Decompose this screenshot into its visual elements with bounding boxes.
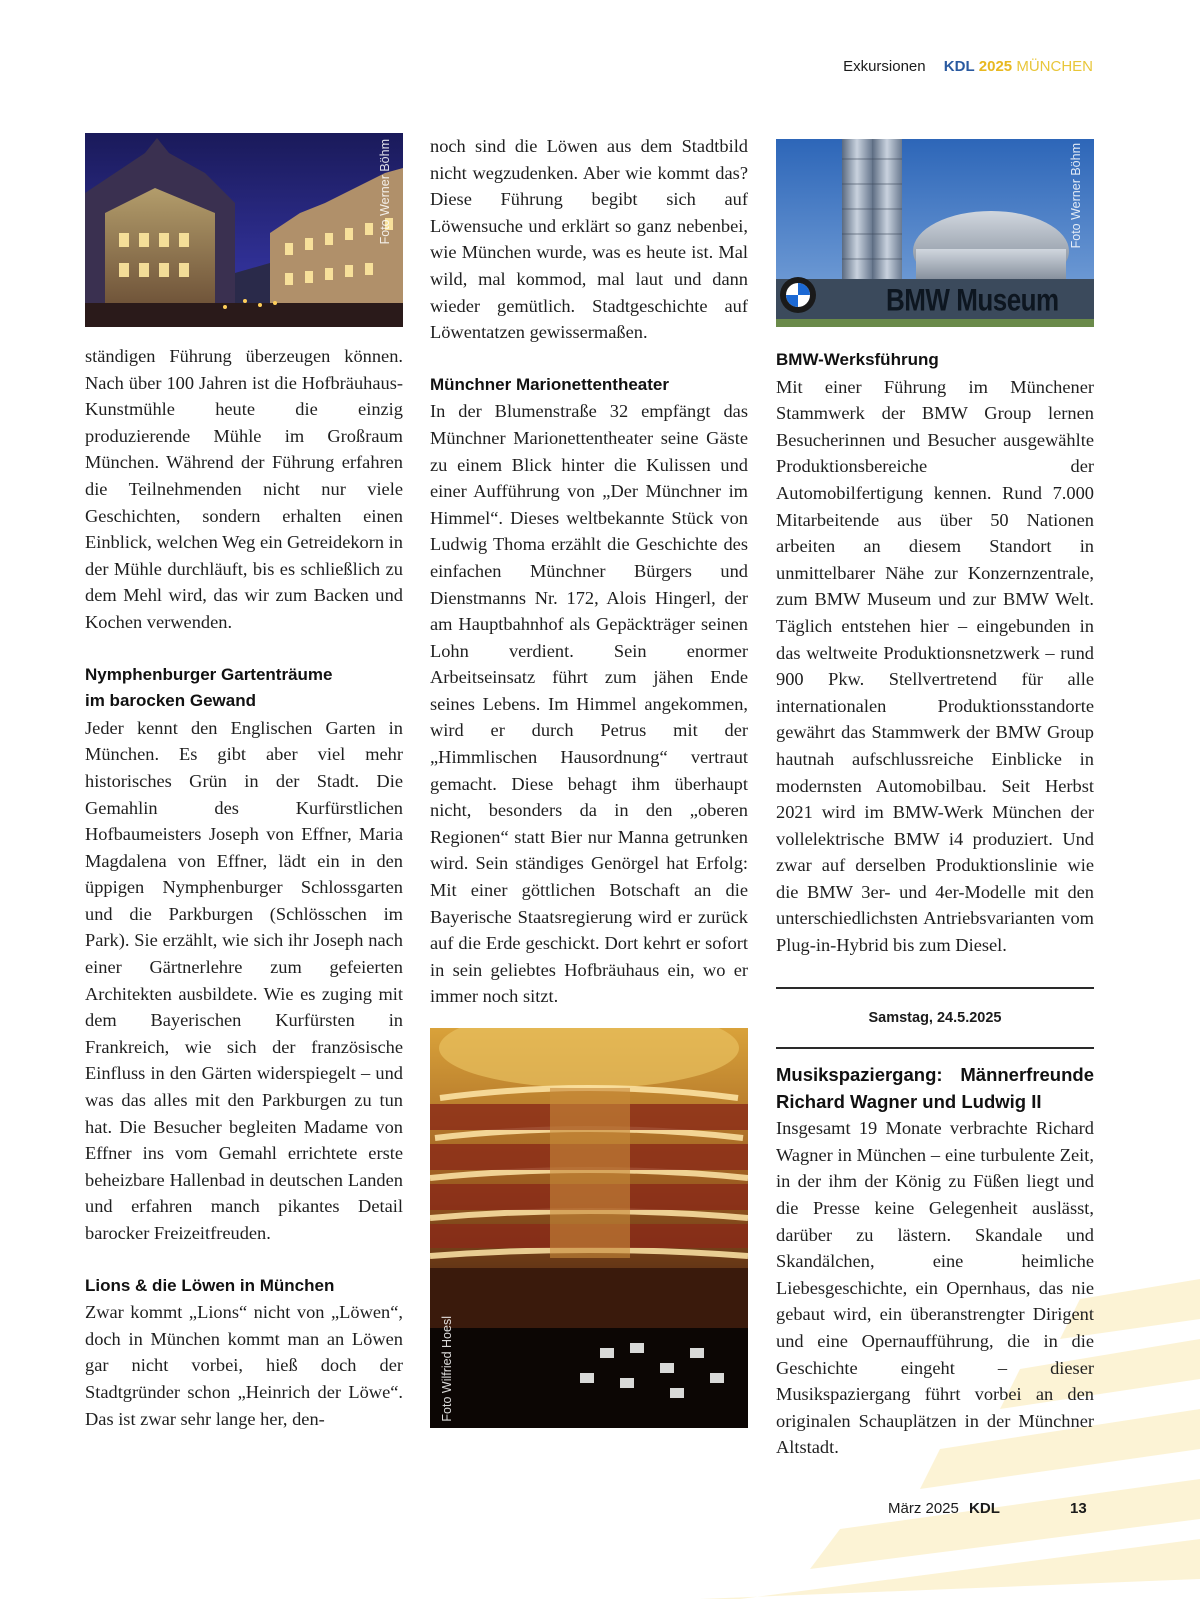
column-3 (776, 133, 1094, 1461)
paragraph: Jeder kennt den Englischen Garten in München. Es gibt aber viel mehr historisches Grün in der Stadt. Die Gemahlin des Kurfürstlichen Hofbaumeisters Joseph von Effner, Maria Magdalena von Effner, lädt ein in den üppigen Nymphenburger Schlossgarten und die Parkburgen (Schlösschen im Park). Sie erzählt, wie sich ihr Joseph nach einer Gärtnerlehre zum gefeierten Architekten ausbildete. Wie es zuging mit dem Bayerischen Kurfürsten in Frankreich, wie sich der französische Einfluss in den Gärten widerspiegelt – und was das alles mit den Parkburgen zu tun hat. Die Besucher begleiten Madame von Effner ins vom Gemahl errichtete erste beheizbare Hallenbad in deutschen Landen und erfahren manch pikantes Detail barocker Freizeitfreuden. (85, 717, 403, 1243)
section-heading: BMW-Werksführung (776, 350, 939, 369)
heading-line: Nymphenburger Gartenträume (85, 664, 333, 684)
opera-interior-illustration (430, 1028, 748, 1428)
column-2 (430, 133, 748, 1428)
paragraph: Mit einer Führung im Münchener Stammwerk der BMW Group lernen Besucherinnen und Besucher ausgewählte Produktionsbereiche der Automobilfertigung kennen. Rund 7.000 Mitarbeitende aus über 50 Nationen arbeiten an diesem Standort in unmittelbarer Nähe zur Konzernzentrale, zum BMW Museum und zur BMW Welt. Täglich entstehen hier – eingebunden in das weltweite Produktionsnetzwerk – rund 900 Pkw. Stellvertretend für alle internationalen Produktionsstandorte gewährt das Stammwerk der BMW Group hautnah aufschlussreiche Einblicke in modernsten Automobilbau. Seit Herbst 2021 wird im BMW-Werk München der vollelektrische BMW i4 produziert. Und zwar auf derselben Produktionslinie wie die BMW 3er- und 4er-Modelle mit den unterschiedlichsten Antriebsvarianten vom Plug-in-Hybrid bis zum Diesel. (776, 376, 1094, 956)
brand-kdl: KDL (943, 58, 975, 75)
running-header (843, 58, 1093, 75)
paragraph: noch sind die Löwen aus dem Stadtbild nicht wegzudenken. Aber wie kommt das? Diese Führung begibt sich auf Löwensuche und erklärt so ganz nebenbei, wie München wurde, was es heute ist. Mal wild, mal kommod, mal laut und dann wieder gemütlich. Stadtgeschichte auf Löwentatzen gewissermaßen. (430, 136, 748, 343)
section-label: Exkursionen (843, 58, 926, 75)
photo-credit: Foto Werner Böhm (1069, 143, 1084, 249)
brand-year: 2025 (978, 58, 1013, 75)
heading-line: im barocken Gewand (85, 691, 256, 711)
photo-hofbraeuhaus (85, 133, 403, 327)
night-street-illustration (85, 133, 403, 327)
paragraph: Insgesamt 19 Monate verbrachte Richard Wagner in München – eine turbulente Zeit, in der ihm der König zu Füßen liegt und die Presse keine Gelegenheit auslässt, darüber zu lästern. Skandale und Skandälchen, eine heimliche Liebesgeschichte, ein Opernhaus, das nie gebaut wird, ein überanstrengter Dirigent und eine Opernaufführung, die in die Geschichte eingeht – dieser Musikspaziergang führt vorbei an den originalen Schauplätzen in der Münchner Altstadt. (776, 1118, 1094, 1458)
brand-city: MÜNCHEN (1016, 58, 1093, 75)
photo-credit: Foto Werner Böhm (378, 139, 393, 245)
paragraph: Zwar kommt „Lions“ nicht von „Löwen“, doch in München kommt man an Löwen gar nicht vorbei, hieß doch der Stadtgründer schon „Heinrich der Löwe“. Das ist zwar sehr lange her, den- (85, 1302, 403, 1429)
column-1 (85, 133, 403, 1432)
photo-opera-house (430, 1028, 748, 1428)
page-footer (888, 1500, 1087, 1517)
photo-credit: Foto Wilfried Hoesl (440, 1316, 454, 1422)
date-banner: Samstag, 24.5.2025 (776, 987, 1094, 1050)
paragraph: In der Blumenstraße 32 empfängt das Münchner Marionettentheater seine Gäste zu einem Blick hinter die Kulissen und einer Aufführung von „Der Münchner im Himmel“. Dieses weltbekannte Stück von Ludwig Thoma erzählt die Geschichte des einfachen Münchner Bürgers und Dienstmanns Nr. 172, Alois Hingerl, der am Hauptbahnhof als Gepäckträger seinen Lohn verdient. Sein enormer Arbeitseinsatz führt zum jähen Ende seines Lebens. Im Himmel angekommen, wird er durch Petrus mit der „Himmlischen Hausordnung“ vertraut gemacht. Diese behagt ihm überhaupt nicht, besonders da in den „oberen Regionen“ statt Bier nur Manna getrunken wird. Sein ständiges Genörgel hat Erfolg: Mit einer göttlichen Botschaft an die Bayerische Staatsregierung wird er zurück auf die Erde geschickt. Dort kehrt er sofort in sein geliebtes Hofbräuhaus ein, wo er immer noch sitzt. (430, 401, 748, 1007)
issue-date: März 2025 (888, 1500, 959, 1517)
section-heading: Musikspaziergang: Männerfreunde Richard Wagner und Ludwig II (776, 1064, 1094, 1113)
bmw-sign-text: BMW Museum (886, 281, 1059, 318)
section-heading: Münchner Marionettentheater (430, 374, 669, 394)
page-number: 13 (1070, 1500, 1087, 1517)
photo-bmw-museum (776, 139, 1094, 327)
section-heading: Lions & die Löwen in München (85, 1275, 335, 1295)
brand-kdl: KDL (969, 1500, 1000, 1517)
paragraph: ständigen Führung überzeugen können. Nach über 100 Jahren ist die Hofbräuhaus-Kunstmühle heute die einzig produzierende Mühle im Großraum München. Während der Führung erfahren die Teilnehmenden nicht nur viele Geschichten, sondern erhalten einen Einblick, welchen Weg ein Getreidekorn in der Mühle durchläuft, bis es schließlich zu dem Mehl wird, das wir zum Backen und Kochen verwenden. (85, 346, 403, 632)
section-heading (85, 662, 403, 715)
